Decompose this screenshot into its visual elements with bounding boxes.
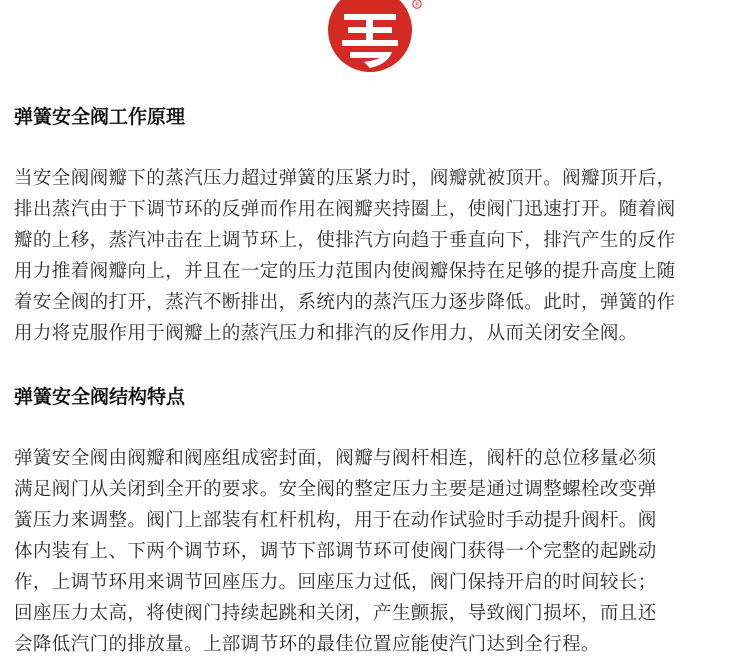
paragraph-line: 排出蒸汽由于下调节环的反弹而作用在阀瓣夹持圈上，使阀门迅速打开。随着阀 [14, 199, 676, 220]
paragraph-line: 回座压力太高，将使阀门持续起跳和关闭，产生颤振，导致阀门损坏，而且还 [14, 603, 657, 624]
paragraph-line: 用力将克服作用于阀瓣上的蒸汽压力和排汽的反作用力，从而关闭安全阀。 [14, 323, 638, 344]
paragraph-line: 作，上调节环用来调节回座压力。回座压力过低，阀门保持开启的时间较长； [14, 572, 657, 593]
section-working-principle [14, 103, 738, 131]
paragraph-line: 体内装有上、下两个调节环，调节下部调节环可使阀门获得一个完整的起跳动 [14, 541, 657, 562]
paragraph [14, 163, 738, 349]
registered-mark: ® [414, 1, 420, 9]
brand-logo-mark [326, 0, 426, 78]
section-heading: 弹簧安全阀结构特点 [14, 386, 186, 408]
section-structure-features-body [14, 443, 738, 660]
paragraph [14, 443, 738, 660]
paragraph-line: 满足阀门从关闭到全开的要求。安全阀的整定压力主要是通过调整螺栓改变弹 [14, 479, 657, 500]
paragraph-line: 弹簧安全阀由阀瓣和阀座组成密封面，阀瓣与阀杆相连，阀杆的总位移量必须 [14, 448, 657, 469]
section-heading: 弹簧安全阀工作原理 [14, 106, 186, 128]
brand-logo [326, 0, 426, 78]
logo-glyph-upper [342, 14, 398, 46]
paragraph-line: 着安全阀的打开，蒸汽不断排出，系统内的蒸汽压力逐步降低。此时，弹簧的作 [14, 292, 676, 313]
paragraph-line: 簧压力来调整。阀门上部装有杠杆机构，用于在动作试验时手动提升阀杆。阀 [14, 510, 657, 531]
section-structure-features [14, 383, 738, 411]
paragraph-line: 用力推着阀瓣向上，并且在一定的压力范围内使阀瓣保持在足够的提升高度上随 [14, 261, 676, 282]
paragraph-line: 当安全阀阀瓣下的蒸汽压力超过弹簧的压紧力时，阀瓣就被顶开。阀瓣顶开后， [14, 168, 676, 189]
section-working-principle-body [14, 163, 738, 349]
paragraph-line: 瓣的上移，蒸汽冲击在上调节环上，使排汽方向趋于垂直向下，排汽产生的反作 [14, 230, 676, 251]
paragraph-line: 会降低汽门的排放量。上部调节环的最佳位置应能使汽门达到全行程。 [14, 634, 600, 655]
